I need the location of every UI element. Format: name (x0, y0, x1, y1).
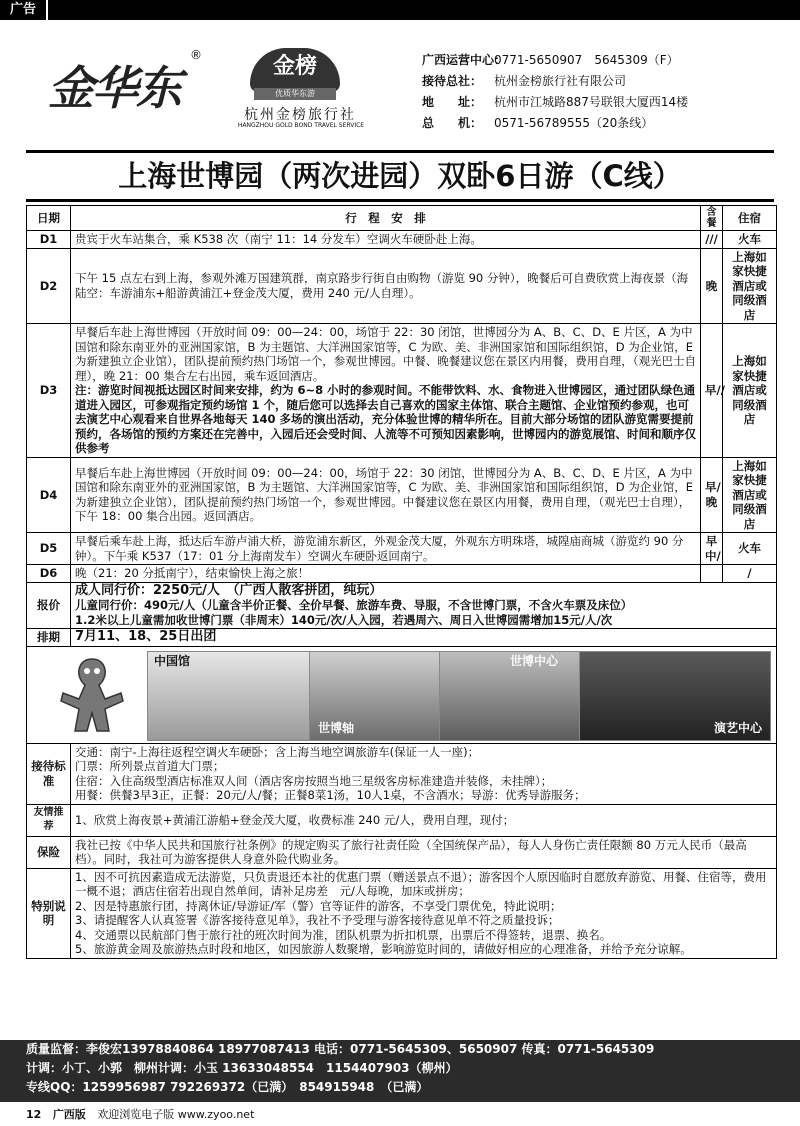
notes-row: 特别说明 1、因不可抗因素造成无法游览，只负责退还本社的优惠门票（赠送景点不退）；游客因个人原因临时自愿放弃游览、用餐、住宿等，费用一概不退；酒店住宿若出现自然单间，请补足房差 元/人每晚，加床或拼房； 2、因是特惠旅行团，持离休证/导游证/军（警）官等证件的游客，不享受门票优免，特此说明； 3、请提醒客人认真签署《游客接待意见单》，我社不予受理与游客接待意见单不符之质量投诉； 4、交通票以民航部门售于旅行社的班次时间为准，团队机票为折扣机票，出票后不得签转，退票、换名。 5、旅游黄金周及旅游热点时段和地区，如因旅游人数聚增，影响游览时间的，请做好相应的心理准备，并给予充分谅解。 (27, 868, 777, 958)
contact-row: 广西运营中心：0771-5650907 5645309（F） (422, 53, 679, 67)
insurance-row: 保险 我社已按《中华人民共和国旅行社条例》的规定购买了旅行社责任险（全国统保产品），每人人身伤亡责任限额 80 万元人民币（最高档）。同时，我社可为游客提供人身意外险代购业务。 (27, 836, 777, 868)
recommend-row: 友情推荐 1、欣赏上海夜景+黄浦江游船+登金茂大厦，收费标准 240 元/人，费用自理，现付； (27, 804, 777, 836)
site-tagline: 欢迎浏览电子版 www.zyoo.net (97, 1108, 255, 1121)
footer (0, 1040, 800, 1102)
price-adult: 成人同行价：2250元/人 （广西人散客拼团，纯玩） (75, 582, 383, 598)
photo-expo-axis: 世博轴 (309, 651, 451, 741)
section-name: 广西版 (52, 1108, 86, 1121)
jinbang-logo (226, 48, 376, 132)
jinbang-english: HANGZHOU GOLD BOND TRAVEL SERVICE (237, 122, 365, 129)
table-row: D1 贵宾于火车站集合，乘 K538 次（南宁 11：14 分发车）空调火车硬卧赴上海。 /// 火车 (27, 231, 777, 249)
price-extra: 1.2米以上儿童需加收世博门票（非周末）140元/次/人入园，若遇周六、周日入世博园需增加15元/人/次 (75, 612, 613, 627)
itinerary-table (26, 205, 777, 959)
contact-row: 地 址： 杭州市江城路887号联银大厦西14楼 (422, 95, 689, 109)
footer-planners: 计调：小丁、小郭 柳州计调：小玉 13633048554 1154407903（柳州） (26, 1061, 458, 1075)
header-stay: 住宿 (723, 206, 777, 231)
footer-qq: 专线QQ：1259956987 792269372（已满） 854915948 （已满） (26, 1080, 429, 1094)
jinbang-badge: 金榜 (250, 48, 340, 92)
d3-note: 注：游览时间视抵达园区时间来安排，约为 6~8 小时的参观时间。不能带饮料、水、食物进入世博园区，通过团队绿色通道进入园区，可参观指定预约场馆 1 个，随后您可以选择去自己喜欢的国家主体馆、联合主题馆、企业馆预约参观，也可去演艺中心观看来自世界各地每天 140 多场的演出活动，充分体验世博的精华所在。目前大部分场馆的团队游览需要提前预约，各场馆的预约方案还在完善中，入园后还会受时间、人流等不可预知因素影响，世博园内的游览展馆、时间和顺序仅供参考 (75, 383, 696, 455)
registered-mark: ® (190, 48, 202, 62)
schedule-row: 排期 7月11、18、25日出团 (27, 629, 777, 647)
table-row: D4 早餐后车赴上海世博园（开放时间 09：00—24：00，场馆于 22：30 闭馆，世博园分为 A、B、C、D、E 片区，A 为中国馆和除东南亚外的亚洲国家馆，B 为主题馆、大洋洲国家馆等，C 为欧、美、非洲国家馆和国际组织馆，D 为企业馆，E 为新建独立企业馆），团队提前预约热门场馆一个，参观世博园。中餐建议您在景区内用餐，费用自理，（观光巴士自理），下午 18：00 集合出园。返回酒店。 早/晚 上海如家快捷酒店或同级酒店 (27, 457, 777, 533)
header-date: 日期 (27, 206, 71, 231)
contact-row: 总 机： 0571-56789555（20条线） (422, 116, 654, 130)
page-number: 12 (26, 1108, 42, 1121)
photo-china-pavilion: 中国馆 (147, 651, 321, 741)
price-row: 报价 成人同行价：2250元/人 （广西人散客拼团，纯玩） 儿童同行价：490元/人（儿童含半价正餐、全价早餐、旅游车费、导服，不含世博门票，不含火车票及床位） 1.2米以上儿童需加收世博门票（非周末）140元/次/人入园，若遇周六、周日入世博园需增加15元/人/次 (27, 582, 777, 629)
footer-quality: 质量监督：李俊宏13978840864 18977087413 电话：0771-5645309、5650907 传真：0771-5645309 (26, 1042, 655, 1056)
logo-text: 金华东 (48, 61, 180, 115)
schedule-text: 7月11、18、25日出团 (71, 629, 777, 647)
table-row: D5 早餐后乘车赴上海，抵达后车游卢浦大桥，游览浦东新区，外观金茂大厦，外观东方明珠塔，城隍庙商城（游览约 90 分钟）。下午乘 K537（17：01 分上海南发车）空调火车硬卧返回南宁。 早中/ 火车 (27, 533, 777, 565)
tour-title: 上海世博园（两次进园）双卧6日游（C线） (26, 150, 774, 202)
service-row: 接待标准 交通：南宁-上海往返程空调火车硬卧；含上海当地空调旅游车(保证一人一座)； 门票：所列景点首道大门票； 住宿：入住高级型酒店标准双人间（酒店客房按照当地三星级客房标准建造并装修，未挂牌）； 用餐：供餐3早3正，正餐：20元/人/餐；正餐8菜1汤，10人1桌，不含酒水；导游：优秀导游服务； (27, 743, 777, 804)
contact-row: 接待总社： 杭州金榜旅行社有限公司 (422, 74, 627, 88)
header-plan: 行 程 安 排 (71, 206, 701, 231)
table-row: D6 晚（21：20 分抵南宁），结束愉快上海之旅！ / (27, 565, 777, 583)
top-bar (0, 0, 800, 20)
photo-row (27, 646, 777, 743)
jinhuadong-logo (40, 46, 220, 126)
haibao-mascot-icon (57, 655, 127, 735)
jinbang-ribbon: 优质华东游 (254, 88, 336, 100)
photo-expo-center: 世博中心 (439, 651, 589, 741)
ad-tag: 广告 (0, 0, 48, 20)
jinbang-name: 杭州金榜旅行社 (244, 107, 356, 123)
table-row: D3 早餐后车赴上海世博园（开放时间 09：00—24：00，场馆于 22：30 闭馆，世博园分为 A、B、C、D、E 片区，A 为中国馆和除东南亚外的亚洲国家馆，B 为主题馆、大洋洲国家馆等，C 为欧、美、非洲国家馆和国际组织馆，D 为企业馆，E 为新建独立企业馆），团队提前预约热门场馆一个，参观世博园。中餐、晚餐建议您在景区内用餐，费用自理，（观光巴士自理），晚 21：00 集合左右出园，乘车返回酒店。 注：游览时间视抵达园区时间来安排，约为 6~8 小时的参观时间。不能带饮料、水、食物进入世博园区，通过团队绿色通道进入园区，可参观指定预约场馆 1 个，随后您可以选择去自己喜欢的国家主体馆、联合主题馆、企业馆预约参观，也可去演艺中心观看来自世界各地每天 140 多场的演出活动，充分体验世博的精华所在。目前大部分场馆的团队游览需要提前预约，各场馆的预约方案还在完善中，入园后还会受时间、人流等不可预知因素影响，世博园内的游览展馆、时间和顺序仅供参考 早// 上海如家快捷酒店或同级酒店 (27, 324, 777, 458)
price-child: 儿童同行价：490元/人（儿童含半价正餐、全价早餐、旅游车费、导服，不含世博门票，不含火车票及床位） (75, 598, 633, 612)
photo-strip (27, 647, 776, 743)
contact-info (422, 50, 792, 134)
table-row: D2 下午 15 点左右到上海，参观外滩万国建筑群，南京路步行街自由购物（游览 90 分钟），晚餐后可自费欣赏上海夜景（海陆空：车游浦东+船游黄浦江+登金茂大厦，费用 240 元/人自理）。 晚 上海如家快捷酒店或同级酒店 (27, 248, 777, 324)
header-meal: 含餐 (701, 206, 723, 231)
page-bar (0, 1104, 800, 1126)
d3-plan: 早餐后车赴上海世博园（开放时间 09：00—24：00，场馆于 22：30 闭馆，世博园分为 A、B、C、D、E 片区，A 为中国馆和除东南亚外的亚洲国家馆，B 为主题馆、大洋洲国家馆等，C 为欧、美、非洲国家馆和国际组织馆，D 为企业馆，E 为新建独立企业馆），团队提前预约热门场馆一个，参观世博园。中餐、晚餐建议您在景区内用餐，费用自理，（观光巴士自理），晚 21：00 集合左右出园，乘车返回酒店。 (75, 325, 696, 383)
photo-performance-center: 演艺中心 (579, 651, 771, 741)
table-header-row (27, 206, 777, 231)
